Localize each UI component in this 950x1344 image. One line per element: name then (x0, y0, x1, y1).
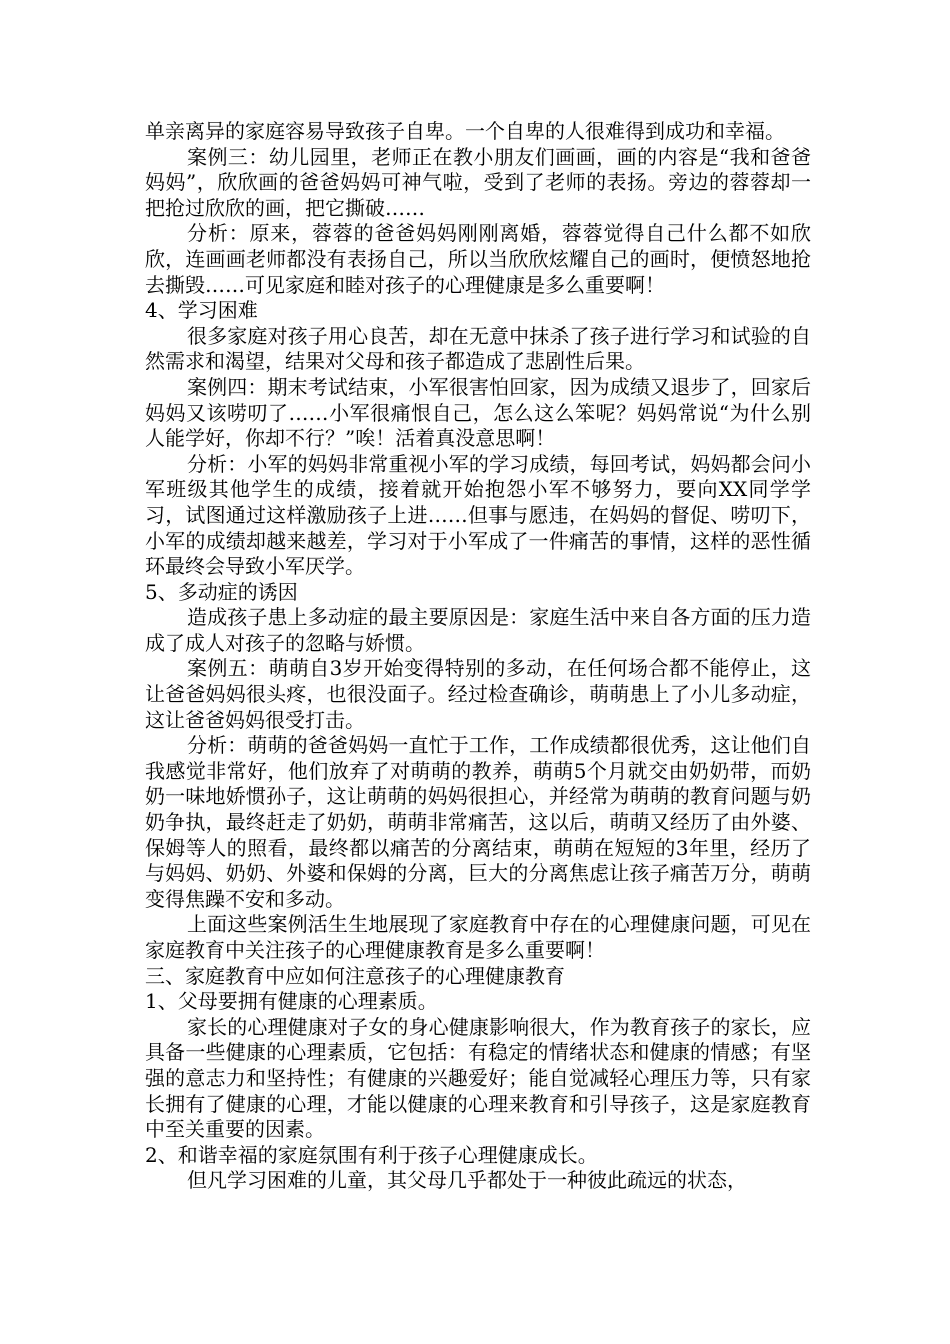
paragraph: 造成孩子患上多动症的最主要原因是：家庭生活中来自各方面的压力造成了成人对孩子的忽略与娇惯。 (145, 605, 811, 655)
paragraph: 但凡学习困难的儿童，其父母几乎都处于一种彼此疏远的状态， (187, 1168, 747, 1193)
paragraph-analysis: 分析：原来，蓉蓉的爸爸妈妈刚刚离婚，蓉蓉觉得自己什么都不如欣欣，连画画老师都没有表扬自己，所以当欣欣炫耀自己的画时，便愤怒地抢去撕毁……可见家庭和睦对孩子的心理健康是多么重要啊！ (145, 221, 811, 297)
paragraph-case-four: 案例四：期末考试结束，小军很害怕回家，因为成绩又退步了，回家后妈妈又该唠叨了……小军很痛恨自己，怎么这么笨呢？妈妈常说“为什么别人能学好，你却不行？”唉！活着真没意思啊！ (145, 374, 811, 451)
section-heading-family-atmosphere: 2、和谐幸福的家庭氛围有利于孩子心理健康成长。 (145, 1142, 598, 1167)
paragraph: 家长的心理健康对子女的身心健康影响很大，作为教育孩子的家长，应具备一些健康的心理素质，它包括：有稳定的情绪状态和健康的情感；有坚强的意志力和坚持性；有健康的兴趣爱好；能自觉减轻心理压力等，只有家长拥有了健康的心理，才能以健康的心理来教育和引导孩子，这是家庭教育中至关重要的因素。 (145, 1014, 811, 1142)
paragraph-case-three: 案例三：幼儿园里，老师正在教小朋友们画画，画的内容是“我和爸爸妈妈”，欣欣画的爸爸妈妈可神气啦，受到了老师的表扬。旁边的蓉蓉却一把抢过欣欣的画，把它撕破…… (145, 144, 811, 220)
chapter-heading-three: 三、家庭教育中应如何注意孩子的心理健康教育 (145, 963, 565, 988)
paragraph-analysis: 分析：小军的妈妈非常重视小军的学习成绩，每回考试，妈妈都会问小军班级其他学生的成绩，接着就开始抱怨小军不够努力，要向XX同学学习，试图通过这样激励孩子上进……但事与愿违，在妈妈的督促、唠叨下，小军的成绩却越来越差，学习对于小军成了一件痛苦的事情，这样的恶性循环最终会导致小军厌学。 (145, 451, 811, 579)
paragraph-case-five: 案例五：萌萌自3岁开始变得特别的多动，在任何场合都不能停止，这让爸爸妈妈很头疼，也很没面子。经过检查确诊，萌萌患上了小儿多动症，这让爸爸妈妈很受打击。 (145, 656, 811, 732)
paragraph-analysis: 分析：萌萌的爸爸妈妈一直忙于工作，工作成绩都很优秀，这让他们自我感觉非常好，他们放弃了对萌萌的教养，萌萌5个月就交由奶奶带，而奶奶一味地娇惯孙子，这让萌萌的妈妈很担心，并经常为萌萌的教育问题与奶奶争执，最终赶走了奶奶，萌萌非常痛苦，这以后，萌萌又经历了由外婆、保姆等人的照看，最终都以痛苦的分离结束，萌萌在短短的3年里，经历了与妈妈、奶奶、外婆和保姆的分离，巨大的分离焦虑让孩子痛苦万分，萌萌变得焦躁不安和多动。 (145, 733, 811, 911)
section-heading-parent-psychology: 1、父母要拥有健康的心理素质。 (145, 989, 438, 1014)
section-heading-learning-difficulty: 4、学习困难 (145, 298, 258, 323)
paragraph: 单亲离异的家庭容易导致孩子自卑。一个自卑的人很难得到成功和幸福。 (145, 119, 785, 143)
paragraph-summary: 上面这些案例活生生地展现了家庭教育中存在的心理健康问题，可见在家庭教育中关注孩子的心理健康教育是多么重要啊！ (145, 912, 811, 962)
paragraph: 很多家庭对孩子用心良苦，却在无意中抹杀了孩子进行学习和试验的自然需求和渴望，结果对父母和孩子都造成了悲剧性后果。 (145, 323, 811, 374)
document-body (145, 119, 811, 1194)
section-heading-hyperactivity: 5、多动症的诱因 (145, 579, 298, 604)
